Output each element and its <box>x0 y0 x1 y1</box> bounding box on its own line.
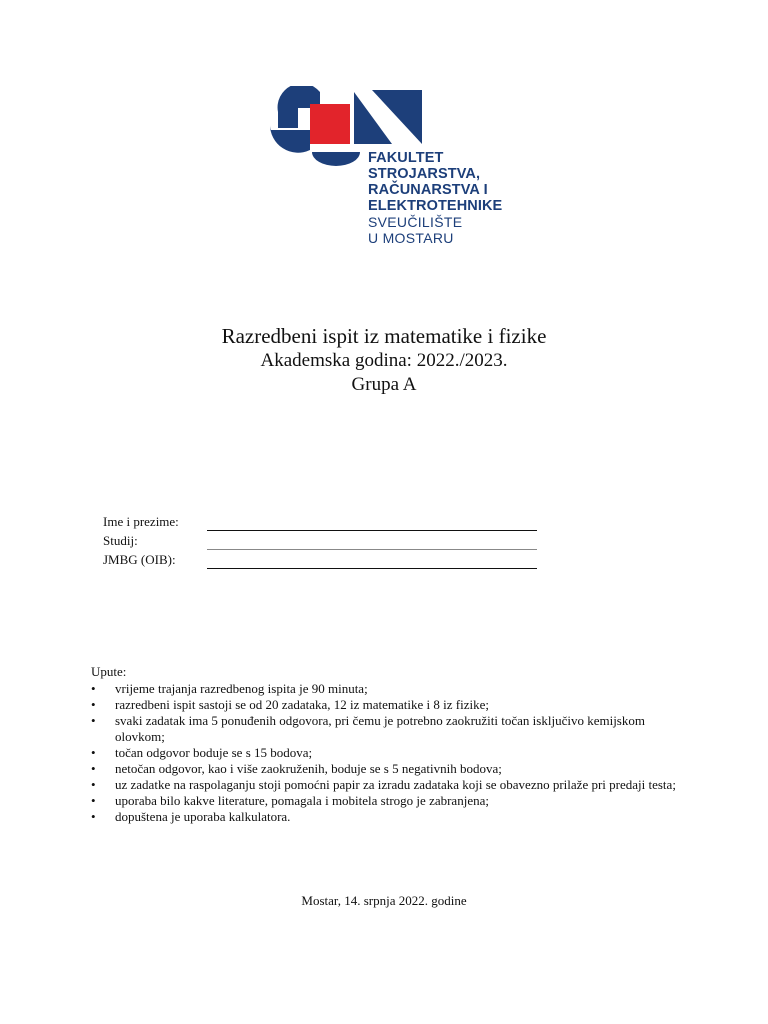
logo-wordmark <box>368 150 502 246</box>
place-date: Mostar, 14. srpnja 2022. godine <box>301 893 467 908</box>
exam-group: Grupa A <box>351 374 417 395</box>
instructions-list <box>91 681 691 825</box>
list-item: • netočan odgovor, kao i više zaokruženih, boduje se s 5 negativnih bodova; <box>91 761 691 777</box>
name-label: Ime i prezime: <box>103 514 179 529</box>
logo-line: RAČUNARSTVA I <box>368 182 488 198</box>
list-item: • uz zadatke na raspolaganju stoji pomoćni papir za izradu zadataka koji se obavezno prilaže pri predaji testa; <box>91 777 691 793</box>
list-item: • dopuštena je uporaba kalkulatora. <box>91 809 691 825</box>
name-row <box>103 512 543 531</box>
id-field[interactable] <box>207 568 537 569</box>
logo-line: U MOSTARU <box>368 230 454 246</box>
list-item: • vrijeme trajanja razredbenog ispita je 90 minuta; <box>91 681 691 697</box>
logo-line: ELEKTROTEHNIKE <box>368 198 503 214</box>
exam-title: Razredbeni ispit iz matematike i fizike <box>221 324 547 348</box>
logo-line: SVEUČILIŠTE <box>368 214 463 230</box>
student-info-form <box>103 512 543 569</box>
faculty-logo <box>268 86 518 246</box>
id-row <box>103 550 543 569</box>
list-item: • svaki zadatak ima 5 ponuđenih odgovora, pri čemu je potrebno zaokružiti točan isključivo kemijskom olovkom; <box>91 713 691 745</box>
id-label: JMBG (OIB): <box>103 552 176 567</box>
exam-title-block <box>0 323 768 397</box>
list-item: • točan odgovor boduje se s 15 bodova; <box>91 745 691 761</box>
study-label: Studij: <box>103 533 138 548</box>
academic-year: Akademska godina: 2022./2023. <box>260 350 508 371</box>
logo-line: FAKULTET <box>368 150 444 166</box>
instructions <box>91 664 691 825</box>
list-item: • uporaba bilo kakve literature, pomagala i mobitela strogo je zabranjena; <box>91 793 691 809</box>
logo-line: STROJARSTVA, <box>368 166 481 182</box>
instructions-heading: Upute: <box>91 664 127 679</box>
list-item: • razredbeni ispit sastoji se od 20 zadataka, 12 iz matematike i 8 iz fizike; <box>91 697 691 713</box>
study-row <box>103 531 543 550</box>
